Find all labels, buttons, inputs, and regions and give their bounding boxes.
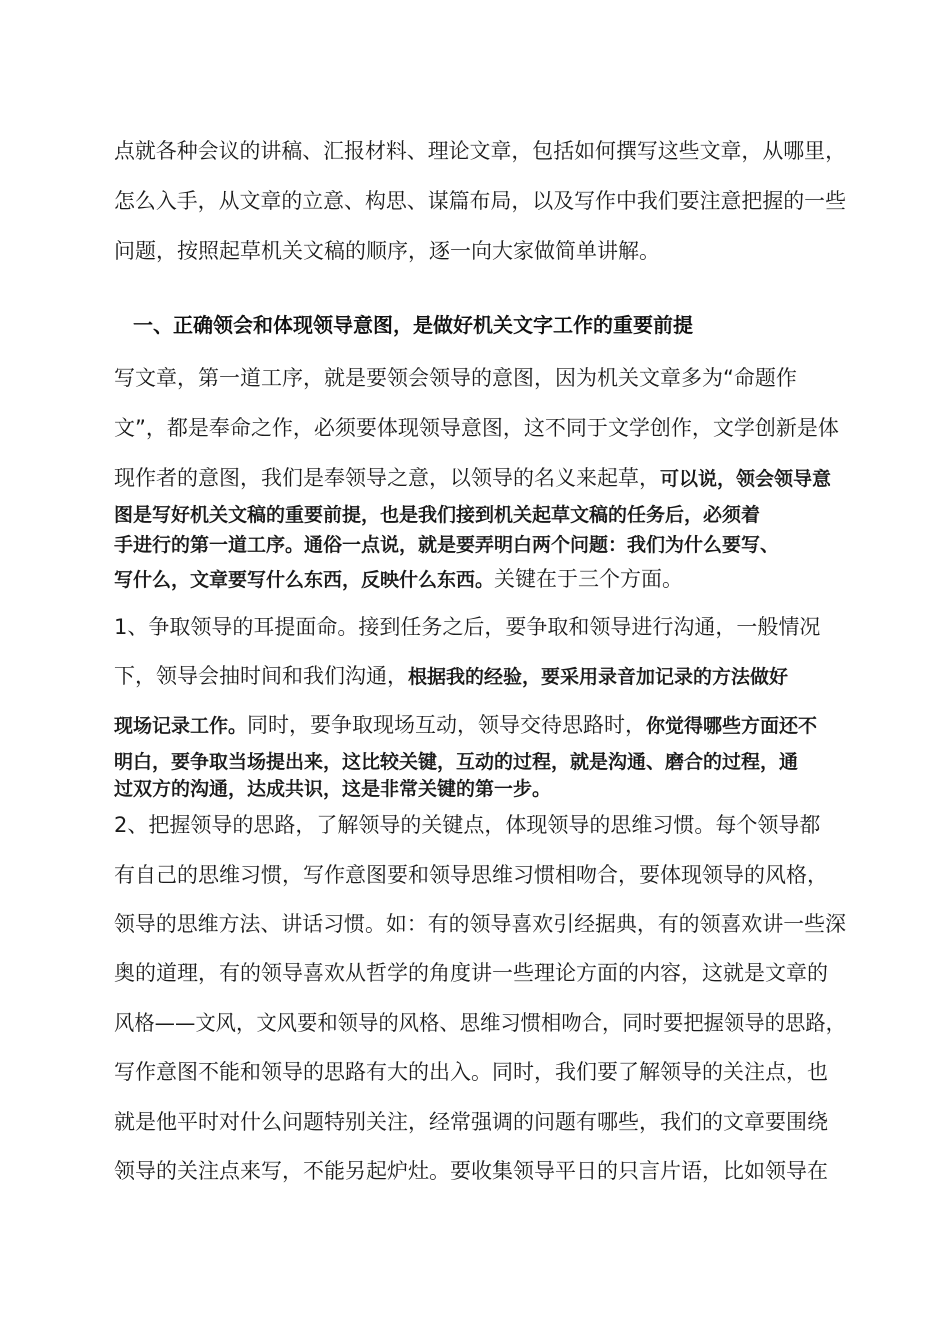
item1-line-3-normal: 同时，要争取现场互动，领导交待思路时，	[247, 713, 647, 737]
item1-line-3	[114, 711, 817, 740]
item2-line-5: 风格——文风，文风要和领导的风格、思维习惯相吻合，同时要把握领导的思路，	[114, 1011, 846, 1035]
para1-line-2: 文”，都是奉命之作，必须要体现领导意图，这不同于文学创作，文学创新是体	[114, 416, 839, 440]
item1-line-3-bold-2: 你觉得哪些方面还不	[646, 715, 818, 737]
intro-line-2: 怎么入手，从文章的立意、构思、谋篇布局，以及写作中我们要注意把握的一些	[114, 189, 846, 213]
section-heading: 一、正确领会和体现领导意图，是做好机关文字工作的重要前提	[133, 313, 693, 337]
item2-line-6: 写作意图不能和领导的思路有大的出入。同时，我们要了解领导的关注点，也	[114, 1060, 828, 1084]
item1-line-1: 1、争取领导的耳提面命。接到任务之后，要争取和领导进行沟通，一般情况	[114, 615, 821, 639]
item1-line-5: 过双方的沟通，达成共识，这是非常关键的第一步。	[114, 778, 552, 800]
para1-line-6-bold: 写什么，文章要写什么东西，反映什么东西。	[114, 569, 495, 591]
intro-line-3: 问题，按照起草机关文稿的顺序，逐一向大家做简单讲解。	[114, 239, 660, 263]
item1-line-2-normal: 下，领导会抽时间和我们沟通，	[114, 664, 408, 688]
para1-line-3-normal: 现作者的意图，我们是奉领导之意，以领导的名义来起草，	[114, 466, 660, 490]
para1-line-6	[114, 565, 683, 594]
item1-line-2-bold: 根据我的经验，要采用录音加记录的方法做好	[408, 666, 789, 688]
intro-line-1: 点就各种会议的讲稿、汇报材料、理论文章，包括如何撰写这些文章，从哪里，	[114, 139, 846, 163]
para1-line-5: 手进行的第一道工序。通俗一点说，就是要弄明白两个问题：我们为什么要写、	[114, 534, 780, 556]
item1-line-2	[114, 662, 788, 691]
para1-line-6-normal: 关键在于三个方面。	[494, 567, 684, 591]
item2-line-4: 奥的道理，有的领导喜欢从哲学的角度讲一些理论方面的内容，这就是文章的	[114, 961, 828, 985]
para1-line-3	[114, 464, 831, 493]
item1-line-4: 明白，要争取当场提出来，这比较关键，互动的过程，就是沟通、磨合的过程，通	[114, 751, 799, 773]
item2-line-3: 领导的思维方法、讲话习惯。如：有的领导喜欢引经据典，有的领喜欢讲一些深	[114, 912, 846, 936]
para1-line-3-bold: 可以说，领会领导意	[660, 468, 832, 490]
item2-line-7: 就是他平时对什么问题特别关注，经常强调的问题有哪些，我们的文章要围绕	[114, 1110, 828, 1134]
item2-line-2: 有自己的思维习惯，写作意图要和领导思维习惯相吻合，要体现领导的风格，	[114, 863, 828, 887]
item2-line-8: 领导的关注点来写，不能另起炉灶。要收集领导平日的只言片语，比如领导在	[114, 1159, 828, 1183]
item1-line-3-bold: 现场记录工作。	[114, 715, 248, 737]
item2-line-1: 2、把握领导的思路，了解领导的关键点，体现领导的思维习惯。每个领导都	[114, 813, 821, 837]
para1-line-4: 图是写好机关文稿的重要前提，也是我们接到机关起草文稿的任务后，必须着	[114, 504, 761, 526]
para1-line-1: 写文章，第一道工序，就是要领会领导的意图，因为机关文章多为“命题作	[114, 366, 797, 390]
